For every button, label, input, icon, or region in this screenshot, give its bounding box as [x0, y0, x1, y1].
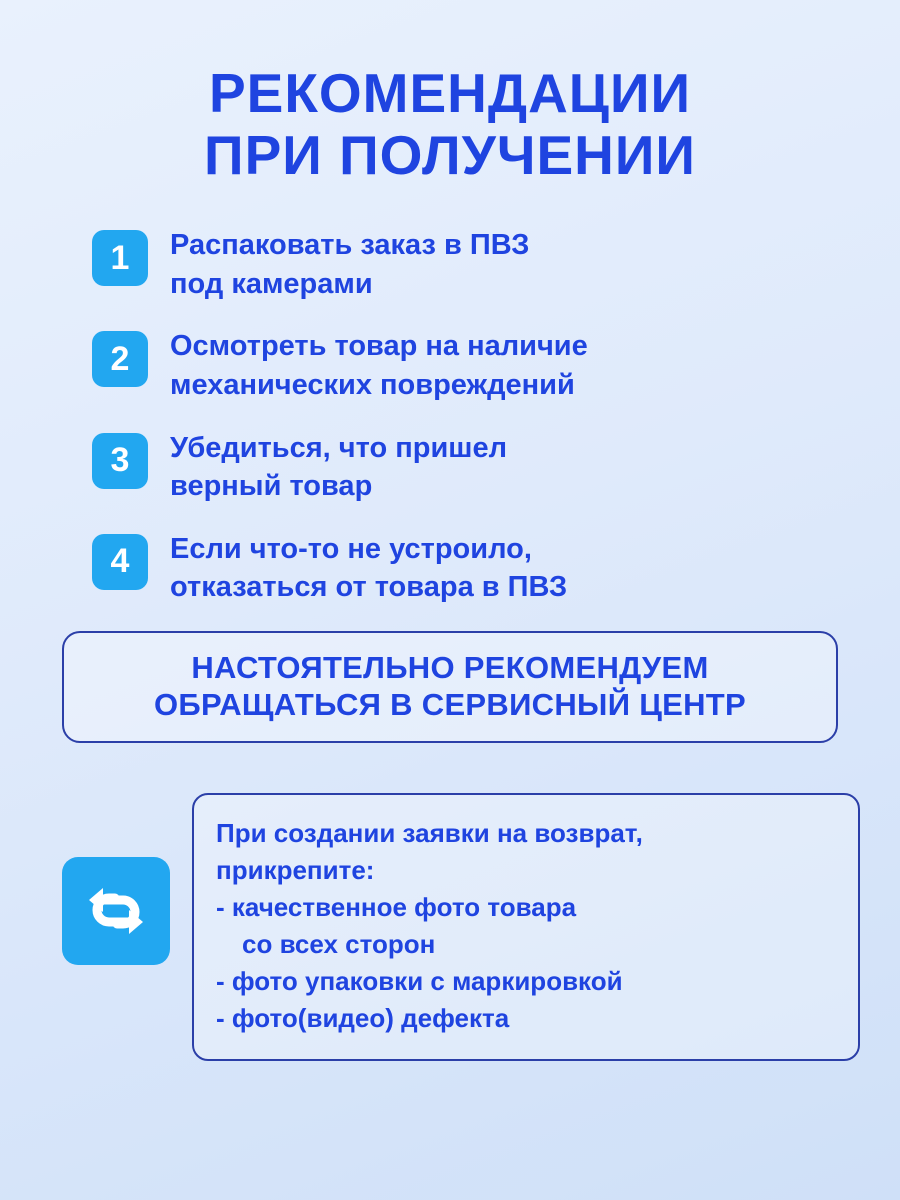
page-title — [0, 0, 900, 186]
list-item — [92, 530, 860, 607]
step-number-badge: 3 — [92, 433, 148, 489]
step-text-line-2: верный товар — [170, 470, 373, 503]
note-line-2: прикрепите: — [216, 855, 375, 886]
step-text-line-1: Если что-то не устроило, — [170, 532, 532, 565]
step-text — [170, 429, 507, 506]
list-item — [92, 429, 860, 506]
step-number-badge: 4 — [92, 534, 148, 590]
callout-line-2: ОБРАЩАТЬСЯ В СЕРВИСНЫЙ ЦЕНТР — [153, 686, 747, 722]
note-line-3: - качественное фото товара — [216, 891, 577, 922]
list-item — [92, 226, 860, 303]
note-line-6: - фото(видео) дефекта — [216, 1002, 510, 1033]
step-text-line-2: отказаться от товара в ПВЗ — [170, 571, 568, 604]
note-line-5: - фото упаковки с маркировкой — [216, 965, 623, 996]
step-text-line-1: Убедиться, что пришел — [170, 431, 507, 464]
step-text-line-2: под камерами — [170, 267, 373, 300]
return-exchange-icon — [62, 857, 170, 965]
service-center-callout — [62, 631, 838, 743]
note-line-1: При создании заявки на возврат, — [216, 818, 643, 849]
step-text-line-1: Осмотреть товар на наличие — [170, 330, 588, 363]
list-item — [92, 327, 860, 404]
step-text-line-2: механических повреждений — [170, 368, 575, 401]
step-text — [170, 327, 588, 404]
step-number-badge: 2 — [92, 331, 148, 387]
callout-line-1: НАСТОЯТЕЛЬНО РЕКОМЕНДУЕМ — [191, 649, 709, 685]
return-request-note — [192, 793, 860, 1060]
return-note-section — [0, 793, 900, 1060]
page-title-line-1: РЕКОМЕНДАЦИИ — [208, 62, 692, 124]
steps-list — [0, 226, 900, 607]
step-text — [170, 530, 567, 607]
step-text — [170, 226, 529, 303]
step-text-line-1: Распаковать заказ в ПВЗ — [170, 229, 530, 262]
page-title-line-2: ПРИ ПОЛУЧЕНИИ — [204, 124, 696, 187]
note-line-4: со всех сторон — [242, 928, 436, 959]
step-number-badge: 1 — [92, 230, 148, 286]
